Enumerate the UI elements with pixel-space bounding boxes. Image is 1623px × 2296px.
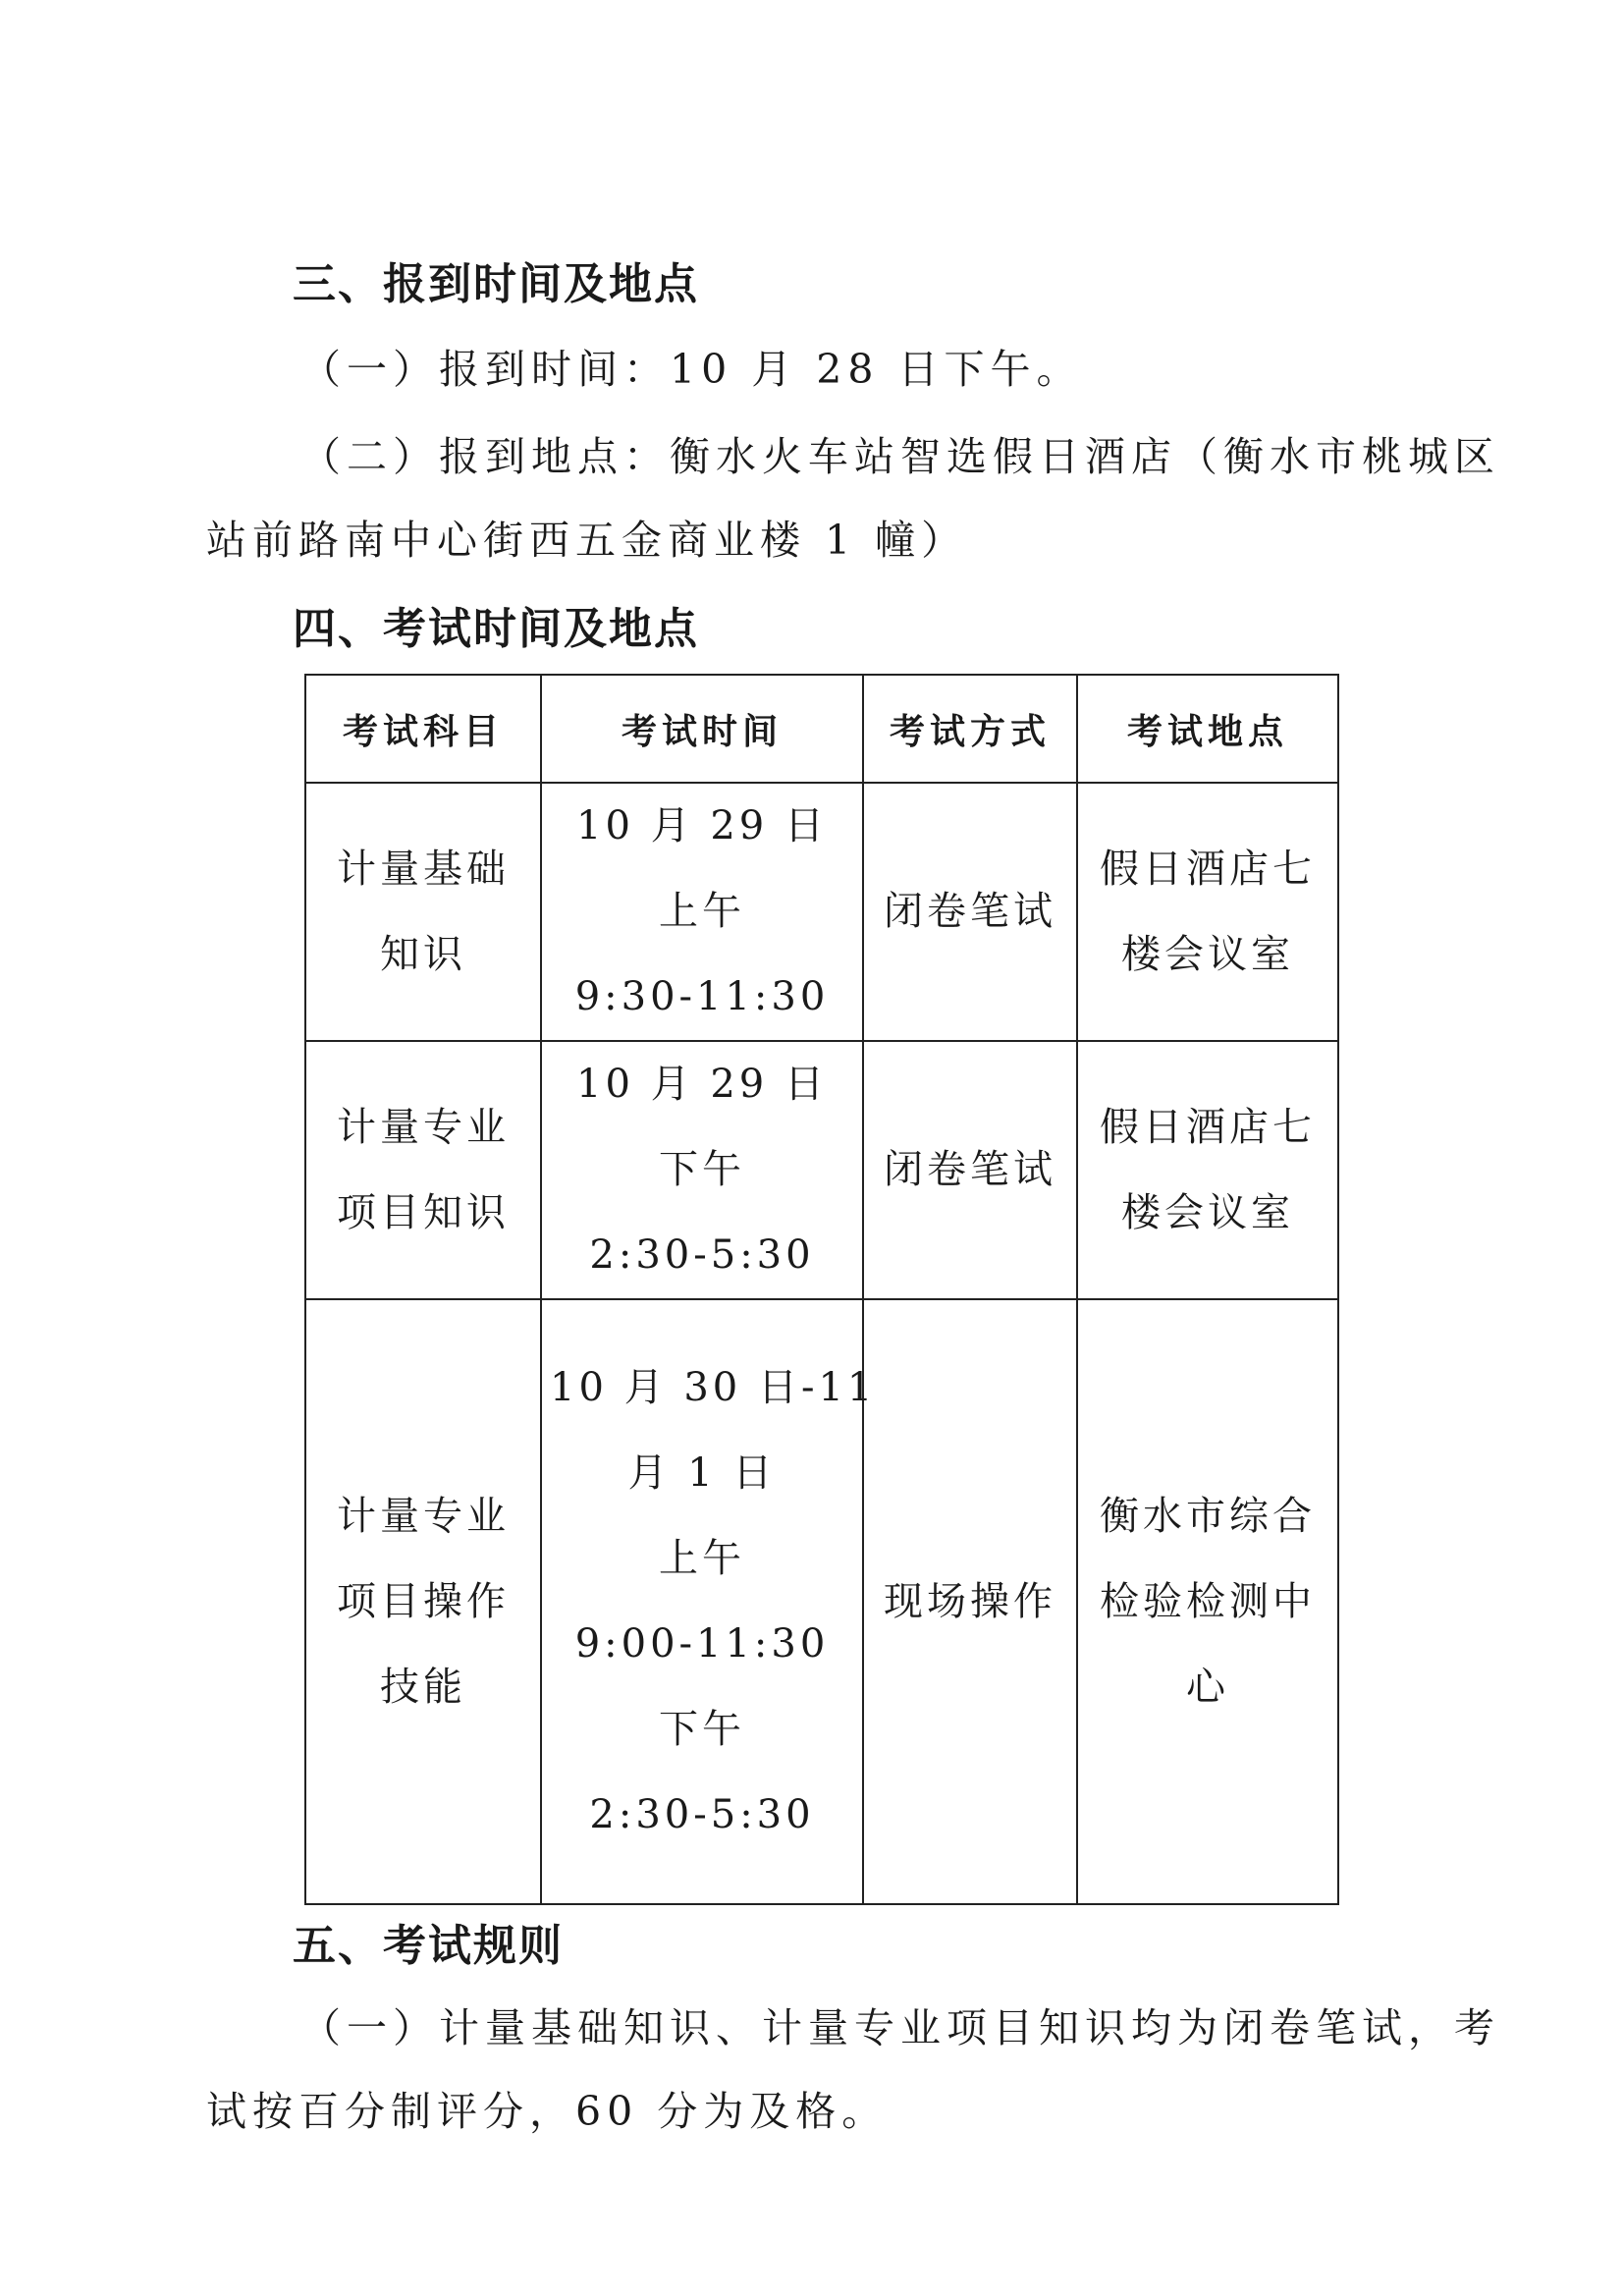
- cell-text: 9:30-11:30: [574, 974, 830, 1019]
- cell-text: 楼会议室: [1121, 931, 1294, 977]
- cell-text: 计量专业: [337, 1493, 510, 1539]
- cell-method: [863, 783, 1077, 1041]
- cell-location: [1077, 783, 1338, 1041]
- header-time: 考试时间: [541, 675, 863, 783]
- cell-time: [541, 783, 863, 1041]
- registration-location-paragraph-line2: 站前路南中心街西五金商业楼 1 幢）: [206, 517, 968, 564]
- cell-text: 上午: [659, 1536, 745, 1581]
- registration-location-paragraph-line1: （二）报到地点：衡水火车站智选假日酒店（衡水市桃城区: [300, 433, 1500, 480]
- cell-subject: [305, 1299, 541, 1904]
- cell-text: 10 月 29 日: [576, 1062, 828, 1107]
- header-location: 考试地点: [1077, 675, 1338, 783]
- cell-text: 心: [1186, 1664, 1229, 1710]
- cell-text: 闭卷笔试: [884, 889, 1056, 934]
- cell-text: 闭卷笔试: [884, 1147, 1056, 1192]
- table-row: [305, 1041, 1338, 1299]
- cell-text: 月 1 日: [627, 1450, 777, 1496]
- cell-time: [541, 1299, 877, 1904]
- cell-text: 假日酒店七: [1100, 846, 1316, 892]
- cell-text: 技能: [380, 1664, 466, 1710]
- cell-method: [863, 1299, 1077, 1904]
- cell-time: [541, 1041, 863, 1299]
- cell-text: 假日酒店七: [1100, 1104, 1316, 1150]
- cell-text: 项目知识: [337, 1189, 510, 1235]
- cell-text: 衡水市综合: [1100, 1493, 1316, 1539]
- cell-text: 计量专业: [337, 1104, 510, 1150]
- header-subject: 考试科目: [305, 675, 541, 783]
- cell-text: 知识: [380, 931, 466, 977]
- cell-text: 检验检测中: [1100, 1578, 1316, 1624]
- cell-text: 9:00-11:30: [574, 1621, 830, 1667]
- cell-text: 项目操作: [337, 1578, 510, 1624]
- cell-text: 下午: [659, 1707, 745, 1752]
- cell-text: 计量基础: [337, 846, 510, 892]
- registration-time-paragraph: （一）报到时间：10 月 28 日下午。: [300, 346, 1083, 393]
- header-method: 考试方式: [863, 675, 1077, 783]
- cell-text: 下午: [659, 1147, 745, 1192]
- cell-text: 楼会议室: [1121, 1189, 1294, 1235]
- section-3-heading: 三、报到时间及地点: [293, 259, 699, 309]
- exam-schedule-table: [304, 674, 1339, 1905]
- exam-rules-paragraph-line2: 试按百分制评分，60 分为及格。: [206, 2088, 889, 2135]
- cell-text: 2:30-5:30: [589, 1232, 815, 1278]
- exam-rules-paragraph-line1: （一）计量基础知识、计量专业项目知识均为闭卷笔试，考: [300, 2004, 1500, 2051]
- section-4-heading: 四、考试时间及地点: [293, 604, 699, 654]
- cell-subject: [305, 783, 541, 1041]
- table-header-row: [305, 675, 1338, 783]
- cell-subject: [305, 1041, 541, 1299]
- cell-location: [1077, 1299, 1338, 1904]
- cell-method: [863, 1041, 1077, 1299]
- cell-location: [1077, 1041, 1338, 1299]
- cell-text: 10 月 29 日: [576, 803, 828, 848]
- section-5-heading: 五、考试规则: [293, 1921, 564, 1971]
- cell-text: 2:30-5:30: [589, 1792, 815, 1837]
- cell-text: 现场操作: [884, 1578, 1056, 1624]
- cell-text: 上午: [659, 889, 745, 934]
- table-row: [305, 783, 1338, 1041]
- cell-text: 10 月 30 日-11: [550, 1365, 877, 1410]
- table-row: [305, 1299, 1338, 1904]
